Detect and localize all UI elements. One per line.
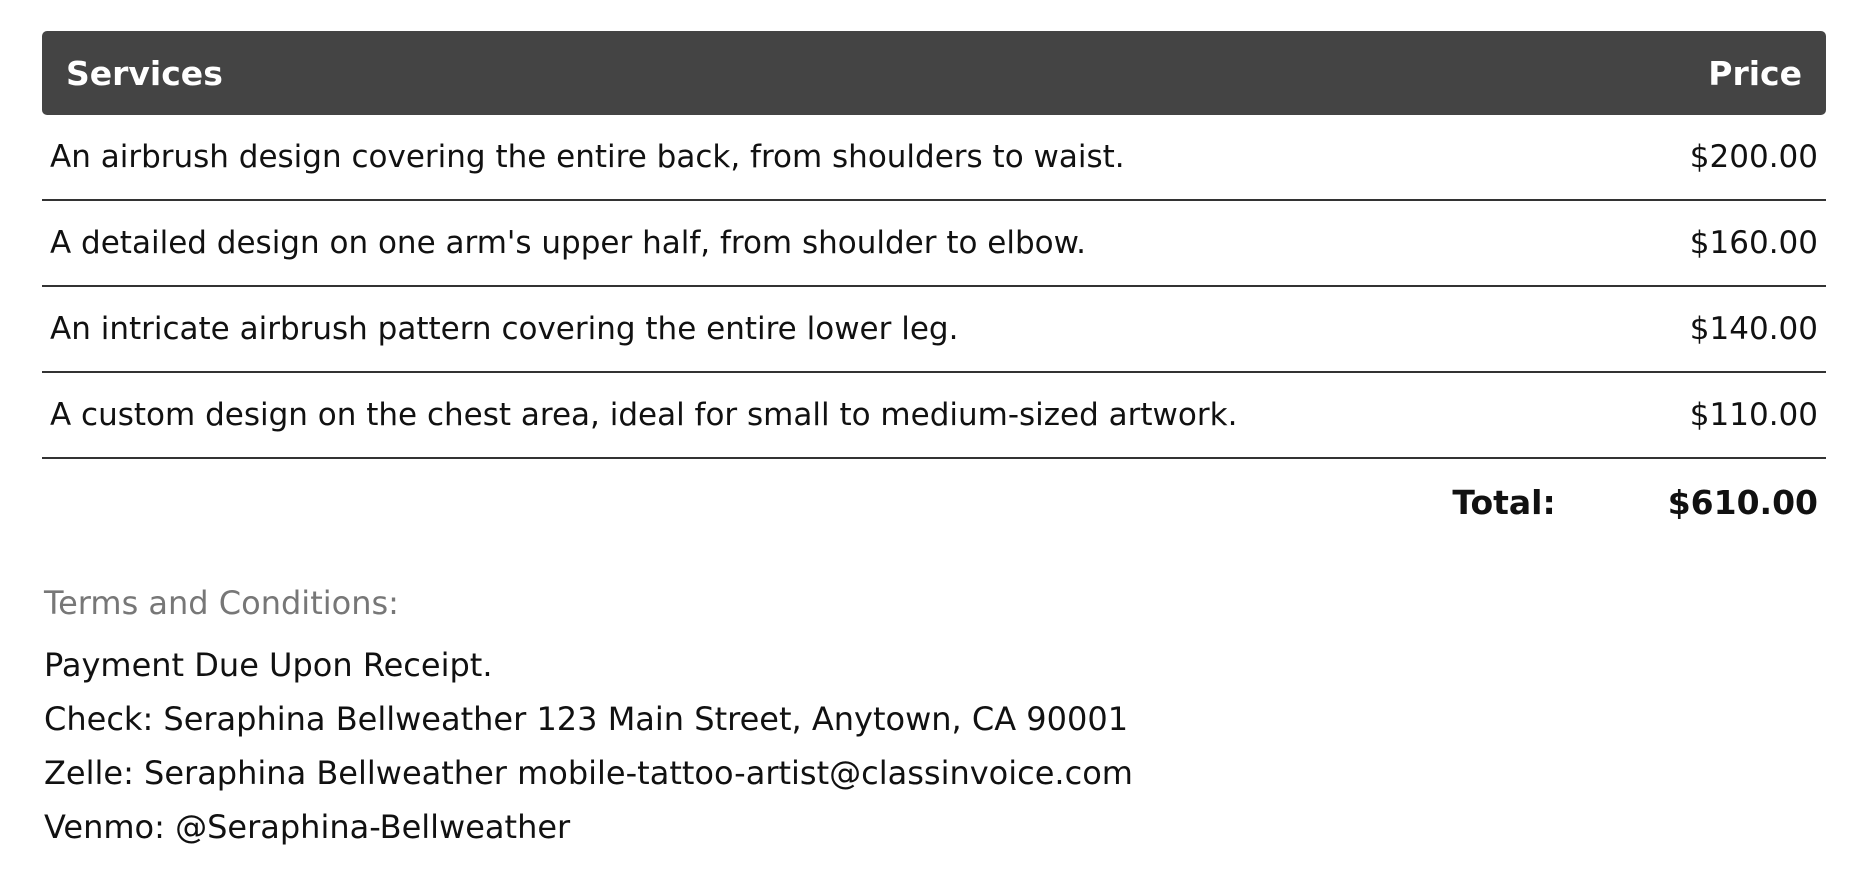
price-column-header: Price: [1708, 53, 1802, 93]
terms-check-info: Check: Seraphina Bellweather 123 Main Street, Anytown, CA 90001: [44, 700, 1129, 738]
service-price: $110.00: [1689, 397, 1818, 433]
total-label: Total:: [1452, 482, 1556, 522]
total-value: $610.00: [1667, 482, 1818, 522]
service-price: $160.00: [1689, 225, 1818, 261]
table-row: [42, 373, 1826, 459]
services-column-header: Services: [66, 53, 223, 93]
total-row: [42, 459, 1826, 545]
service-description: A custom design on the chest area, ideal for small to medium-sized artwork.: [50, 397, 1238, 433]
terms-venmo-info: Venmo: @Seraphina-Bellweather: [44, 808, 571, 846]
table-row: [42, 287, 1826, 373]
terms-section: [44, 582, 1133, 854]
service-description: An intricate airbrush pattern covering the entire lower leg.: [50, 311, 959, 347]
service-price: $200.00: [1689, 139, 1818, 175]
services-table: [42, 31, 1826, 545]
table-row: [42, 115, 1826, 201]
terms-title: Terms and Conditions:: [44, 584, 399, 622]
service-description: An airbrush design covering the entire back, from shoulders to waist.: [50, 139, 1125, 175]
terms-payment-due: Payment Due Upon Receipt.: [44, 646, 493, 684]
terms-zelle-info: Zelle: Seraphina Bellweather mobile-tattoo-artist@classinvoice.com: [44, 754, 1133, 792]
service-description: A detailed design on one arm's upper half, from shoulder to elbow.: [50, 225, 1087, 261]
table-row: [42, 201, 1826, 287]
service-price: $140.00: [1689, 311, 1818, 347]
table-header: [42, 31, 1826, 115]
